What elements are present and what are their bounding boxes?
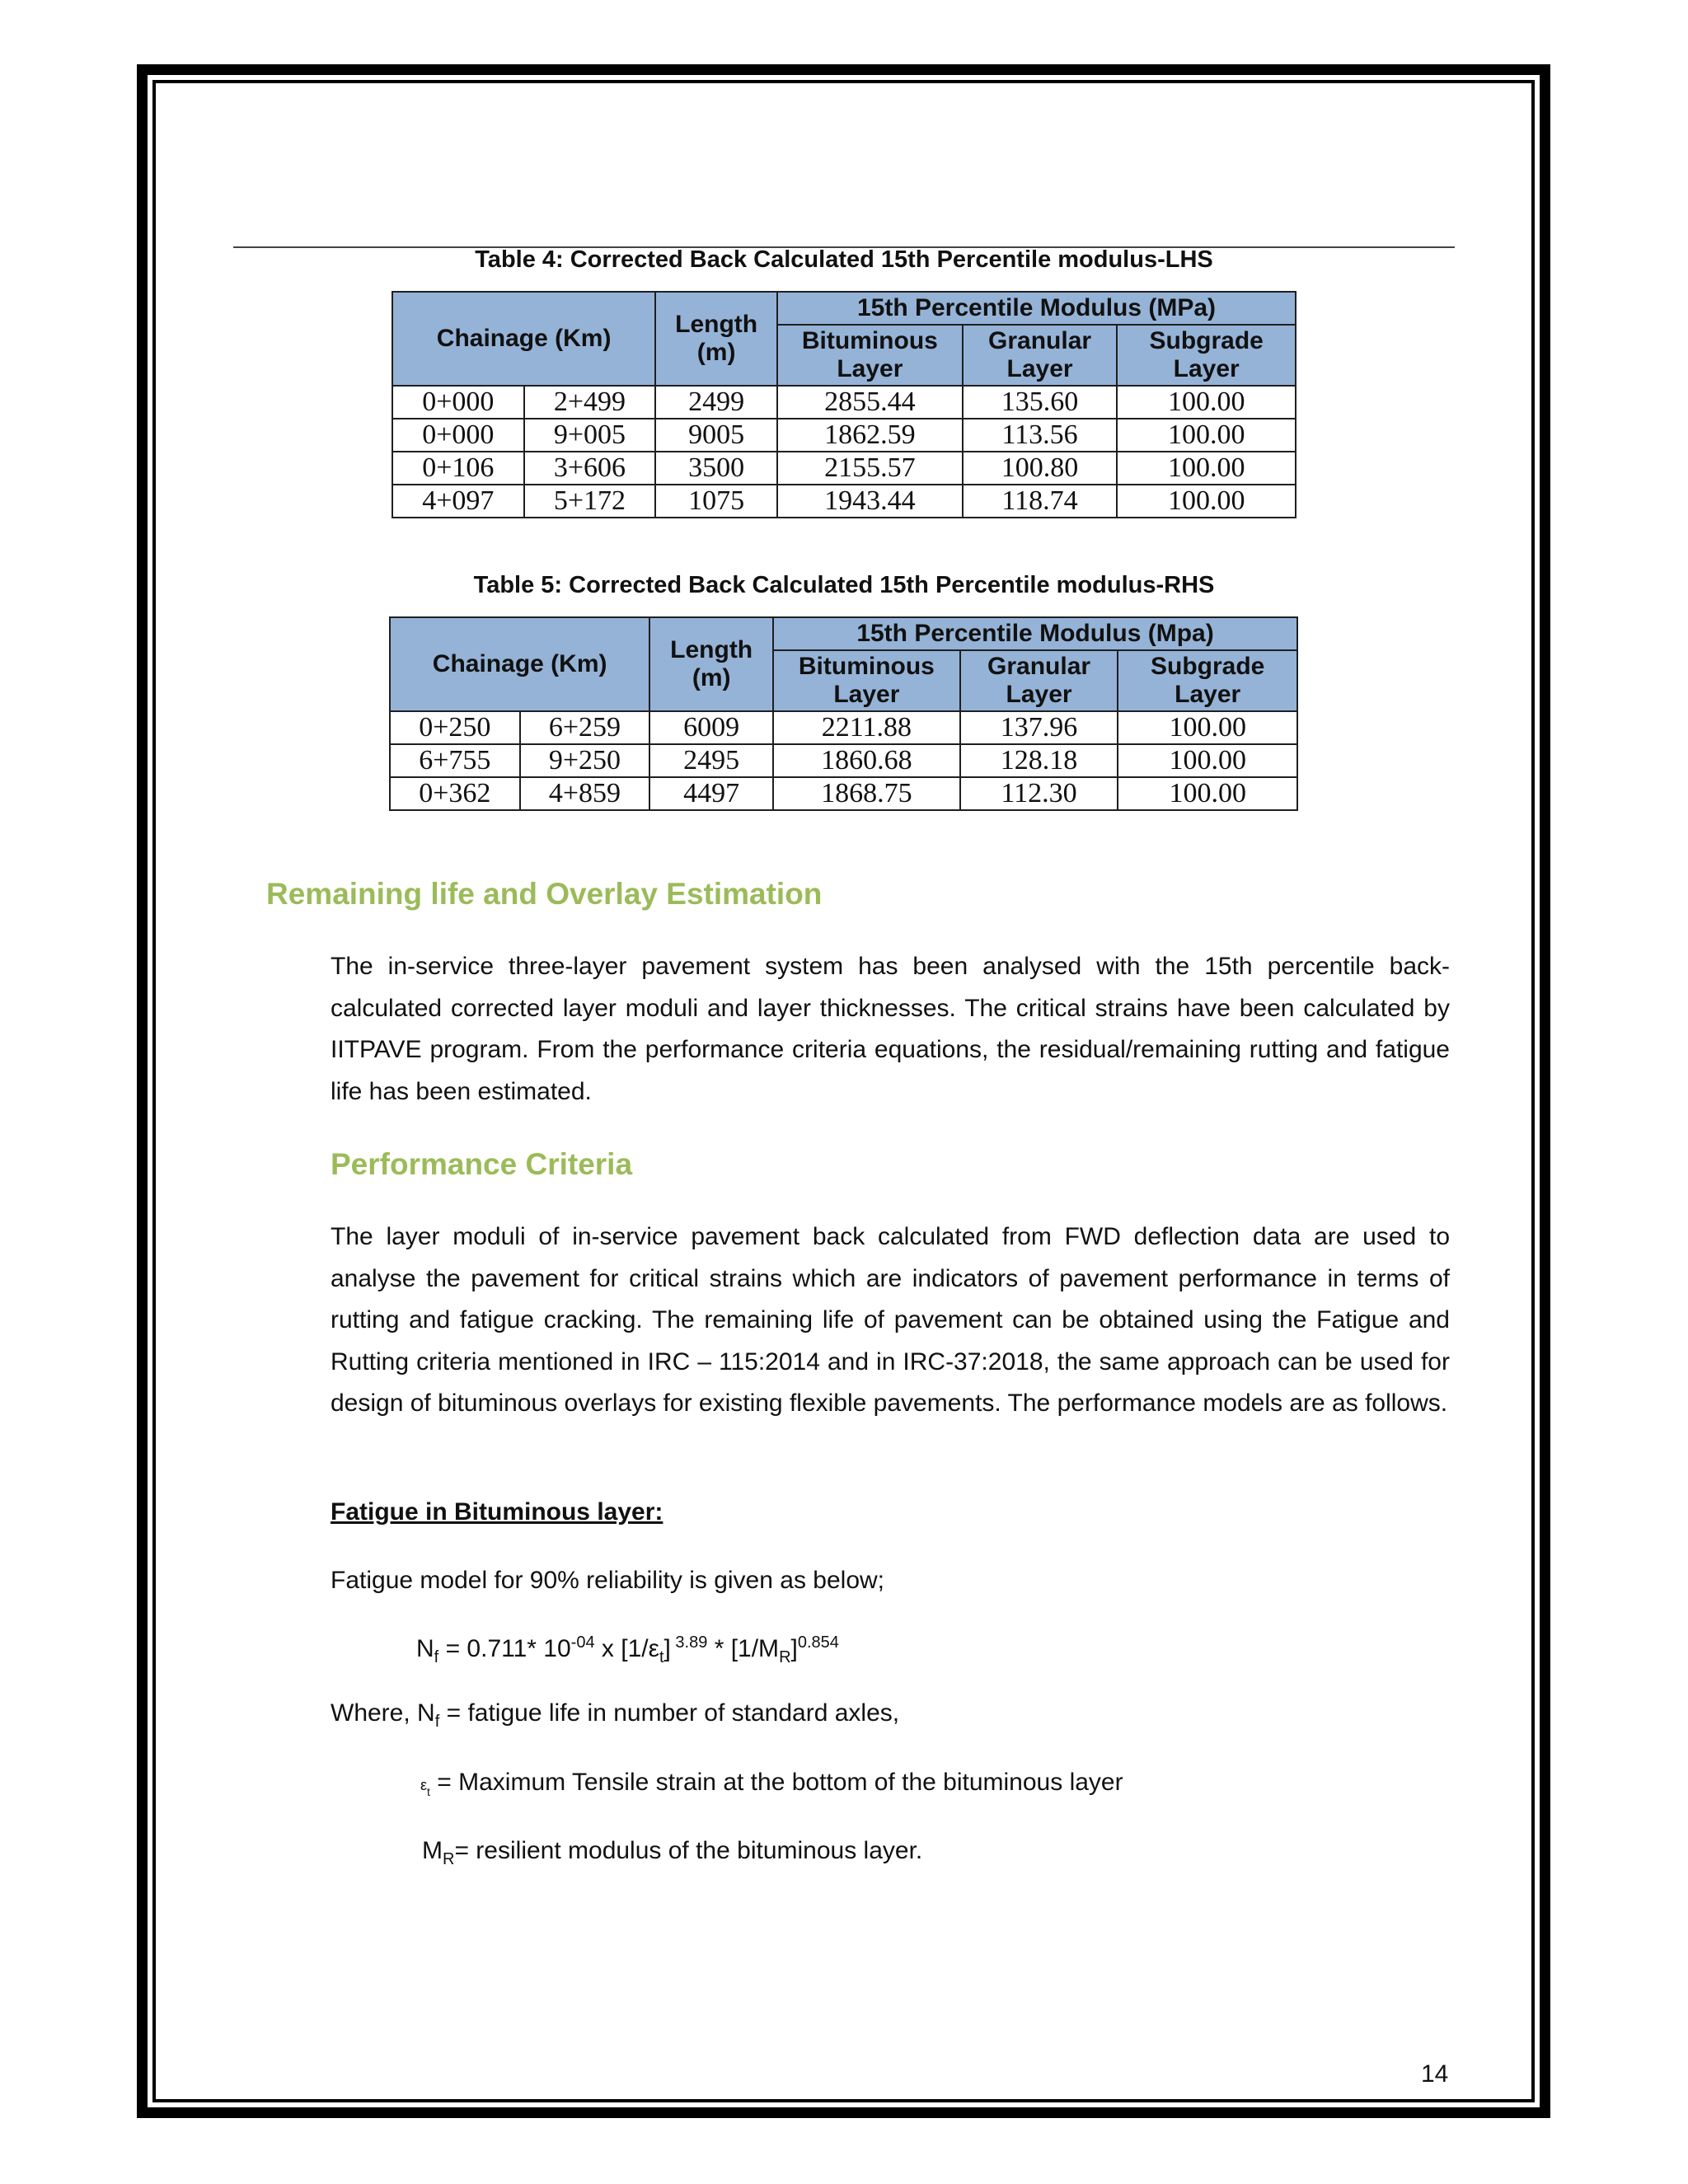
performance-criteria-paragraph: The layer moduli of in-service pavement back calculated from FWD deflection data are used to analyse the pavement for critical strains which are indicators of pavement performance in terms of rutting and fatigue cracking. The remaining life of pavement can be obtained using the Fatigue and Rutting criteria mentioned in IRC – 115:2014 and in IRC-37:2018, the same approach can be used for design of bituminous overlays for existing flexible pavements. The performance models are as follows. — [331, 1223, 1450, 1418]
table4-header-granular: Granular Layer — [963, 325, 1118, 386]
table-cell: 118.74 — [963, 485, 1118, 518]
formula-subscript: t — [659, 1648, 664, 1666]
table-cell: 9005 — [655, 419, 777, 452]
table-cell: 4+859 — [520, 777, 650, 810]
fatigue-formula — [416, 1633, 839, 1667]
fatigue-intro: Fatigue model for 90% reliability is given as below; — [331, 1567, 884, 1594]
table-row — [392, 419, 1296, 452]
table5-header-chainage: Chainage (Km) — [390, 617, 649, 711]
table-cell: 0+000 — [392, 419, 524, 452]
table-cell: 113.56 — [963, 419, 1118, 452]
table5-header-bituminous: Bituminous Layer — [773, 650, 960, 711]
definition-part: = fatigue life in number of standard axles, — [439, 1699, 900, 1727]
formula-exponent: 3.89 — [670, 1633, 708, 1652]
table5-header-granular: Granular Layer — [960, 650, 1118, 711]
formula-subscript: f — [434, 1648, 439, 1666]
table4-header-bituminous: Bituminous Layer — [777, 325, 963, 386]
table-cell: 2211.88 — [773, 711, 960, 744]
table-cell: 128.18 — [960, 744, 1118, 777]
definition-symbol: M — [422, 1837, 443, 1864]
fatigue-subheading: Fatigue in Bituminous layer: — [331, 1498, 663, 1526]
table-cell: 1075 — [655, 485, 777, 518]
table-cell: 4+097 — [392, 485, 524, 518]
definition-subscript: f — [434, 1713, 440, 1731]
table-cell: 2155.57 — [777, 452, 963, 485]
table-cell: 4497 — [649, 777, 773, 810]
table-cell: 0+362 — [390, 777, 520, 810]
table-row — [392, 452, 1296, 485]
table4-header-group: 15th Percentile Modulus (MPa) — [777, 292, 1296, 325]
table-cell: 100.00 — [1117, 419, 1296, 452]
table-cell: 100.00 — [1118, 711, 1297, 744]
table-cell: 100.00 — [1118, 744, 1297, 777]
table-cell: 137.96 — [960, 711, 1118, 744]
table-cell: 1943.44 — [777, 485, 963, 518]
table-cell: 135.60 — [963, 386, 1118, 419]
formula-part: ] — [663, 1635, 671, 1662]
table-cell: 1860.68 — [773, 744, 960, 777]
table-cell: 1868.75 — [773, 777, 960, 810]
table-row — [390, 744, 1297, 777]
table4-caption: Table 4: Corrected Back Calculated 15th Percentile modulus-LHS — [475, 246, 1213, 273]
table-cell: 0+250 — [390, 711, 520, 744]
formula-exponent: 0.854 — [797, 1633, 839, 1652]
definition-subscript: R — [443, 1850, 455, 1868]
epsilon-definition — [420, 1769, 1123, 1798]
table-cell: 9+250 — [520, 744, 650, 777]
definition-part: = resilient modulus of the bituminous layer. — [454, 1837, 923, 1864]
table-cell: 6+259 — [520, 711, 650, 744]
page-number: 14 — [1421, 2060, 1449, 2088]
table4 — [392, 291, 1296, 518]
table-cell: 6009 — [649, 711, 773, 744]
table-cell: 100.00 — [1118, 777, 1297, 810]
table-cell: 1862.59 — [777, 419, 963, 452]
table-cell: 112.30 — [960, 777, 1118, 810]
formula-part: * [1/M — [707, 1635, 780, 1662]
definition-part: Where, N — [331, 1699, 435, 1727]
table5-header-group: 15th Percentile Modulus (Mpa) — [773, 617, 1297, 650]
table-row — [392, 386, 1296, 419]
table5-header-length: Length (m) — [649, 617, 773, 711]
section-heading-remaining-life: Remaining life and Overlay Estimation — [266, 877, 823, 911]
table5 — [389, 616, 1298, 811]
table-row — [392, 485, 1296, 518]
table-cell: 0+000 — [392, 386, 524, 419]
table-cell: 5+172 — [524, 485, 656, 518]
table-cell: 100.00 — [1117, 452, 1296, 485]
table5-header-subgrade: Subgrade Layer — [1118, 650, 1297, 711]
remaining-life-paragraph: The in-service three-layer pavement system has been analysed with the 15th percentile back-calculated corrected layer moduli and layer thicknesses. The critical strains have been calculated by IITPAVE program. From the performance criteria equations, the residual/remaining rutting and fatigue life has been estimated. — [331, 953, 1450, 1105]
definition-symbol: ε — [420, 1777, 428, 1793]
where-nf-definition — [331, 1699, 899, 1732]
table-cell: 3500 — [655, 452, 777, 485]
mr-definition — [422, 1837, 922, 1869]
table4-header-chainage: Chainage (Km) — [392, 292, 655, 386]
table-cell: 9+005 — [524, 419, 656, 452]
table-cell: 2499 — [655, 386, 777, 419]
table-row — [390, 777, 1297, 810]
formula-exponent: -04 — [570, 1633, 595, 1652]
formula-part: x [1/ε — [594, 1635, 659, 1662]
formula-part: ] — [790, 1635, 798, 1662]
table-cell: 2855.44 — [777, 386, 963, 419]
formula-subscript: R — [779, 1648, 791, 1666]
formula-part: N — [416, 1635, 434, 1662]
table-cell: 100.80 — [963, 452, 1118, 485]
table-cell: 3+606 — [524, 452, 656, 485]
table-cell: 2495 — [649, 744, 773, 777]
table4-header-subgrade: Subgrade Layer — [1117, 325, 1296, 386]
table-row — [390, 711, 1297, 744]
table-cell: 100.00 — [1117, 485, 1296, 518]
table-cell: 2+499 — [524, 386, 656, 419]
table5-caption: Table 5: Corrected Back Calculated 15th Percentile modulus-RHS — [473, 572, 1215, 598]
table4-header-length: Length (m) — [655, 292, 777, 386]
table-cell: 100.00 — [1117, 386, 1296, 419]
table-cell: 6+755 — [390, 744, 520, 777]
section-heading-performance-criteria: Performance Criteria — [331, 1147, 633, 1181]
definition-part: = Maximum Tensile strain at the bottom of the bituminous layer — [429, 1769, 1123, 1796]
formula-part: = 0.711* 10 — [438, 1635, 571, 1662]
table-cell: 0+106 — [392, 452, 524, 485]
definition-subscript: t — [427, 1785, 430, 1798]
